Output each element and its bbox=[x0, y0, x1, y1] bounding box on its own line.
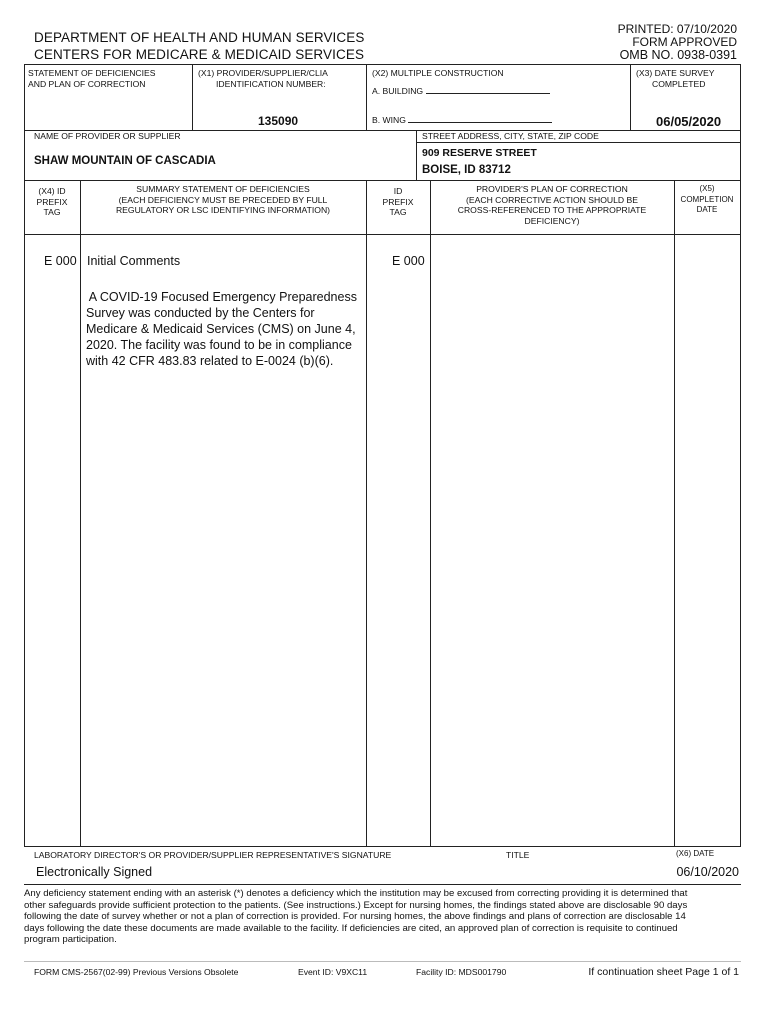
x4-line3: TAG bbox=[43, 207, 61, 217]
x4-line2: PREFIX bbox=[36, 196, 68, 207]
signature-value: Electronically Signed bbox=[36, 865, 153, 879]
x5-header bbox=[674, 184, 740, 216]
x5-line1: (X5) bbox=[699, 184, 715, 193]
divider bbox=[24, 961, 741, 962]
divider bbox=[24, 884, 741, 885]
title-label: TITLE bbox=[506, 850, 530, 860]
provider-number: 135090 bbox=[258, 114, 299, 128]
plan-line1: PROVIDER'S PLAN OF CORRECTION bbox=[476, 184, 628, 194]
plan-line2: (EACH CORRECTIVE ACTION SHOULD BE bbox=[466, 194, 638, 205]
entry-line: Survey was conducted by the Centers for bbox=[86, 306, 315, 320]
summary-line2: (EACH DEFICIENCY MUST BE PRECEDED BY FULL bbox=[118, 194, 328, 205]
printed-date: PRINTED: 07/10/2020 bbox=[617, 22, 737, 36]
divider bbox=[430, 180, 431, 846]
summary-line1: SUMMARY STATEMENT OF DEFICIENCIES bbox=[136, 184, 310, 194]
x2-label: (X2) MULTIPLE CONSTRUCTION bbox=[372, 68, 504, 78]
x3-label-line2: COMPLETED bbox=[652, 79, 706, 89]
provider-name-label: NAME OF PROVIDER OR SUPPLIER bbox=[34, 131, 181, 141]
entry-tag: E 000 bbox=[44, 254, 77, 268]
building-blank bbox=[426, 84, 550, 94]
id-line3: TAG bbox=[389, 207, 407, 217]
disclaimer-line: following the date of survey whether or not a plan of correction is provided. For nursing homes, the above findings and plans of correction are disclosable 14 bbox=[24, 911, 686, 922]
signature-date: 06/10/2020 bbox=[676, 865, 739, 879]
summary-line3: REGULATORY OR LSC IDENTIFYING INFORMATION) bbox=[115, 205, 331, 215]
id-prefix-header bbox=[366, 186, 430, 218]
department-title-line2: CENTERS FOR MEDICARE & MEDICAID SERVICES bbox=[34, 47, 365, 62]
wing-field bbox=[372, 113, 552, 126]
frame-left bbox=[24, 64, 25, 846]
disclaimer-line: Any deficiency statement ending with an asterisk (*) denotes a deficiency which the institution may be excused from correcting providing it is determined that bbox=[24, 888, 688, 899]
entry-id-tag: E 000 bbox=[392, 254, 425, 268]
disclaimer-line: program participation. bbox=[24, 934, 117, 945]
divider bbox=[80, 180, 81, 846]
x5-line2: COMPLETION bbox=[680, 194, 734, 204]
form-approved: FORM APPROVED bbox=[632, 35, 737, 49]
divider bbox=[24, 846, 741, 847]
x4-header bbox=[24, 186, 80, 218]
provider-name: SHAW MOUNTAIN OF CASCADIA bbox=[34, 155, 216, 167]
entry-line: with 42 CFR 483.83 related to E-0024 (b)(6). bbox=[86, 354, 334, 368]
plan-line4: DEFICIENCY) bbox=[524, 215, 580, 226]
divider bbox=[192, 64, 193, 130]
entry-title: Initial Comments bbox=[87, 254, 181, 268]
address-label: STREET ADDRESS, CITY, STATE, ZIP CODE bbox=[422, 131, 599, 141]
survey-date: 06/05/2020 bbox=[656, 114, 722, 129]
signature-label: LABORATORY DIRECTOR'S OR PROVIDER/SUPPLIER REPRESENTATIVE'S SIGNATURE bbox=[34, 850, 392, 860]
divider bbox=[366, 180, 367, 846]
disclaimer bbox=[24, 888, 687, 946]
x4-line1: (X4) ID bbox=[38, 186, 66, 196]
statement-label-line1: STATEMENT OF DEFICIENCIES bbox=[28, 68, 156, 78]
city-state-zip: BOISE, ID 83712 bbox=[422, 164, 511, 176]
x3-label-line1: (X3) DATE SURVEY bbox=[636, 68, 715, 78]
divider bbox=[24, 234, 741, 235]
divider bbox=[416, 130, 417, 180]
entry-line: Medicare & Medicaid Services (CMS) on June 4, bbox=[86, 322, 356, 336]
wing-label: B. WING bbox=[372, 115, 406, 125]
disclaimer-line: days following the date these documents are made available to the facility. If deficiencies are cited, an approved plan of correction is requisite to continued bbox=[24, 922, 678, 934]
building-field bbox=[372, 84, 550, 97]
summary-header bbox=[80, 184, 366, 216]
frame-top bbox=[24, 64, 741, 65]
form-number: FORM CMS-2567(02-99) Previous Versions Obsolete bbox=[34, 967, 239, 977]
divider bbox=[674, 180, 675, 846]
x1-label-line2: IDENTIFICATION NUMBER: bbox=[216, 79, 326, 89]
frame-right bbox=[740, 64, 741, 846]
wing-blank bbox=[408, 113, 552, 123]
event-id: Event ID: V9XC11 bbox=[298, 967, 368, 977]
entry-line: A COVID-19 Focused Emergency Preparedness bbox=[86, 290, 357, 304]
x6-date-label: (X6) DATE bbox=[676, 849, 715, 858]
street-address: 909 RESERVE STREET bbox=[422, 147, 537, 159]
entry-body bbox=[86, 289, 357, 369]
divider bbox=[416, 142, 740, 143]
divider bbox=[630, 64, 631, 130]
page-number: If continuation sheet Page 1 of 1 bbox=[588, 966, 739, 978]
building-label: A. BUILDING bbox=[372, 86, 424, 96]
disclaimer-line: other safeguards provide sufficient protection to the patients. (See instructions.) Except for nursing homes, the findings stated above are disclosable 90 days bbox=[24, 899, 688, 911]
id-line1: ID bbox=[393, 186, 403, 196]
facility-id: Facility ID: MDS001790 bbox=[416, 967, 507, 977]
plan-line3: CROSS-REFERENCED TO THE APPROPRIATE bbox=[457, 205, 647, 215]
x1-label-line1: (X1) PROVIDER/SUPPLIER/CLIA bbox=[198, 68, 328, 78]
divider bbox=[24, 180, 741, 181]
x5-line3: DATE bbox=[696, 205, 718, 214]
department-title-line1: DEPARTMENT OF HEALTH AND HUMAN SERVICES bbox=[34, 30, 365, 45]
divider bbox=[366, 64, 367, 130]
id-line2: PREFIX bbox=[382, 196, 414, 207]
plan-header bbox=[430, 184, 674, 226]
statement-label-line2: AND PLAN OF CORRECTION bbox=[28, 79, 146, 89]
entry-line: 2020. The facility was found to be in compliance bbox=[86, 338, 352, 352]
omb-number: OMB NO. 0938-0391 bbox=[619, 48, 737, 62]
